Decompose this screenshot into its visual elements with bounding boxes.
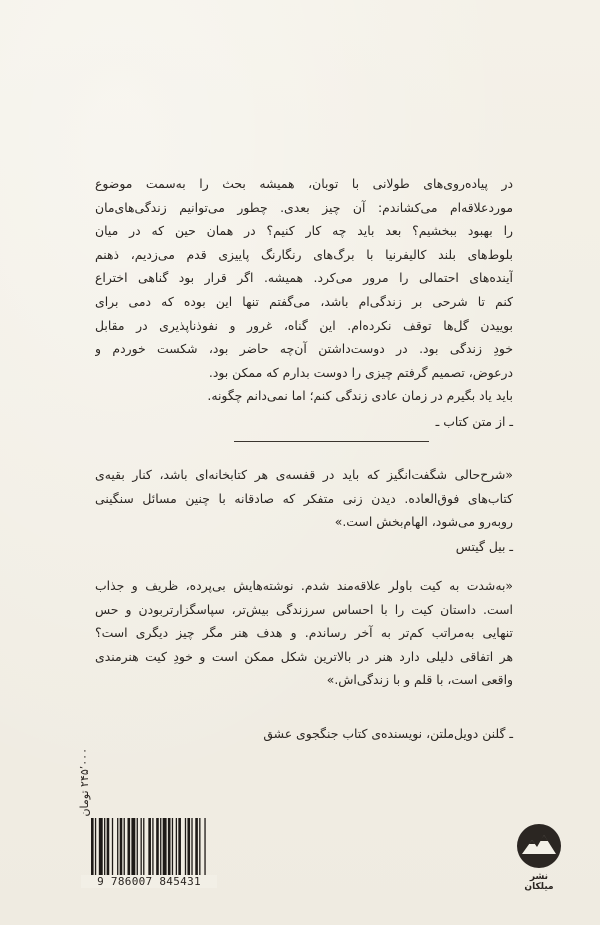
endorsement-quote-2 bbox=[95, 574, 513, 692]
quote2-line-5: واقعی است، با قلم و با زندگی‌اش.» bbox=[326, 672, 513, 688]
excerpt-line-2: موردعلاقه‌ام می‌کشاندم: آن چیز بعدی. چطور می‌توانیم زندگی‌های‌مان bbox=[95, 199, 513, 215]
quote1-line-2: کتاب‌های فوق‌العاده. دیدن زنی متفکر که صادقانه با چنین مسائل سنگینی bbox=[95, 490, 513, 506]
excerpt-source: ـ از متن کتاب ـ bbox=[435, 414, 513, 429]
excerpt-line-10: باید یاد بگیرم در زمان عادی زندگی کنم؛ اما نمی‌دانم چگونه. bbox=[207, 388, 513, 404]
excerpt-line-9: درعوض، تصمیم گرفتم چیزی را دوست بدارم که ممکن بود. bbox=[208, 364, 513, 380]
mountain-logo-icon bbox=[516, 823, 562, 869]
quote2-line-1: «به‌شدت به کیت باولر علاقه‌مند شدم. نوشته‌هایش بی‌پرده، ظریف و جذاب bbox=[95, 578, 513, 593]
quote1-author: ـ بیل گیتس bbox=[455, 539, 513, 554]
excerpt-line-3: را بهبود ببخشیم؟ بعد باید چه کار کنیم؟ در همان حین که در میان bbox=[95, 223, 513, 239]
excerpt-line-4: بلوط‌های بلند کالیفرنیا با برگ‌های رنگارنگ پاییزی قدم می‌زدیم، ذهنم bbox=[95, 246, 513, 262]
excerpt-line-7: بوییدن گل‌ها توقف نکرده‌ام. این گناه، غرور و نفوذناپذیری در مقابل bbox=[95, 317, 513, 333]
barcode-number: 9 786007 845431 bbox=[81, 875, 217, 888]
excerpt-line-1: در پیاده‌روی‌های طولانی با توبان، همیشه بحث را به‌سمت موضوع bbox=[95, 176, 513, 191]
barcode-icon bbox=[91, 818, 207, 876]
book-excerpt bbox=[95, 172, 513, 408]
excerpt-line-8: خودِ زندگی بود. در دوست‌داشتن آن‌چه حاضر بود، شکست خوردم و bbox=[95, 341, 513, 357]
publisher-name: نشر میلکان bbox=[524, 872, 554, 892]
price-label: ۲۴۵٬۰۰۰ تومان bbox=[78, 748, 91, 817]
quote2-author: ـ گلنن دویل‌ملتن، نویسنده‌ی کتاب جنگجوی عشق bbox=[263, 726, 513, 741]
quote2-line-2: است. داستان کیت را با احساس سرزندگی بیش‌تر، سپاسگزارتربودن و حس bbox=[95, 601, 513, 617]
isbn-barcode bbox=[91, 818, 207, 890]
section-divider bbox=[234, 441, 429, 442]
excerpt-line-6: کنم تا شرحی بر زندگی‌ام باشد، می‌گفتم تنها این بوده که دمی برای bbox=[95, 293, 513, 309]
excerpt-line-5: آینده‌های احتمالی را مرور می‌کرد. همیشه. اگر قرار بود گناهی اختراع bbox=[95, 270, 513, 286]
quote1-line-1: «شرح‌حالی شگفت‌انگیز که باید در قفسه‌ی هر کتابخانه‌ای باشد، کنار بقیه‌ی bbox=[95, 467, 513, 482]
quote2-line-3: تنهایی به‌مراتب کم‌تر به آخر رساندم. و هدف هنر مگر چیز دیگری است؟ bbox=[95, 625, 513, 641]
quote1-line-3: روبه‌رو می‌شود، الهام‌بخش است.» bbox=[334, 514, 513, 530]
publisher-logo bbox=[516, 823, 562, 903]
endorsement-quote-1 bbox=[95, 463, 513, 534]
quote2-line-4: هر اتفاقی دلیلی دارد هنر در بالاترین شکل ممکن است و خودِ کیت هنرمندی bbox=[95, 648, 513, 664]
